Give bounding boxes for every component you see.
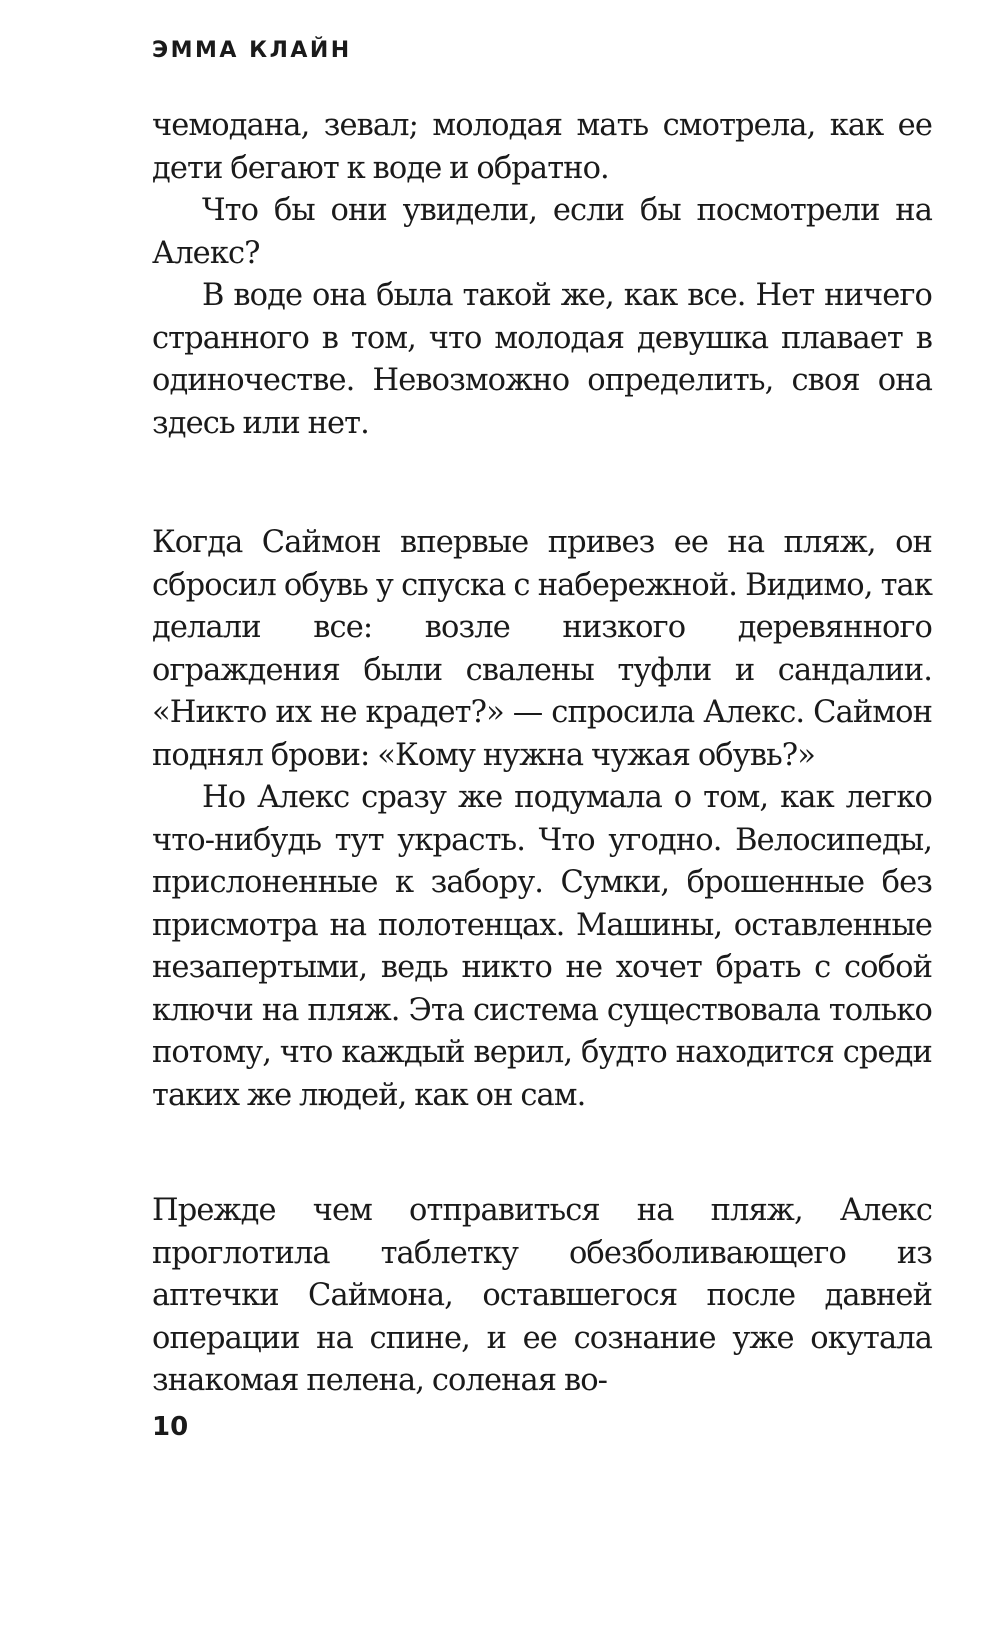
paragraph: Когда Саймон впервые привез ее на пляж, он сбросил обувь у спуска с набережной. Видимо, так делали все: возле низкого деревянного ограждения были свалены туфли и сандалии. «Никто их не крадет?» — спросила Алекс. Саймон поднял брови: «Кому нужна чужая обувь?»: [152, 525, 932, 773]
paragraph: чемодана, зевал; молодая мать смотрела, как ее дети бегают к воде и обратно.: [152, 108, 932, 186]
paragraph: В воде она была такой же, как все. Нет ничего странного в том, что молодая девушка плавает в одиночестве. Невозможно определить, своя она здесь или нет.: [152, 278, 932, 441]
text-section-2: [152, 522, 932, 1117]
paragraph: Что бы они увидели, если бы посмотрели на Алекс?: [152, 193, 932, 271]
page-number: 10: [152, 1412, 189, 1442]
paragraph: Прежде чем отправиться на пляж, Алекс проглотила таблетку обезболивающего из аптечки Саймона, оставшегося после давней операции на спине, и ее сознание уже окутала знакомая пелена, соленая во-: [152, 1193, 932, 1398]
text-section-1: [152, 105, 932, 445]
running-head-author: ЭММА КЛАЙН: [152, 38, 352, 63]
text-section-3: [152, 1190, 932, 1403]
paragraph: Но Алекс сразу же подумала о том, как легко что-нибудь тут украсть. Что угодно. Велосипеды, прислоненные к забору. Сумки, брошенные без присмотра на полотенцах. Машины, оставленные незапертыми, ведь никто не хочет брать с собой ключи на пляж. Эта система существовала только потому, что каждый верил, будто находится среди таких же людей, как он сам.: [152, 780, 932, 1113]
